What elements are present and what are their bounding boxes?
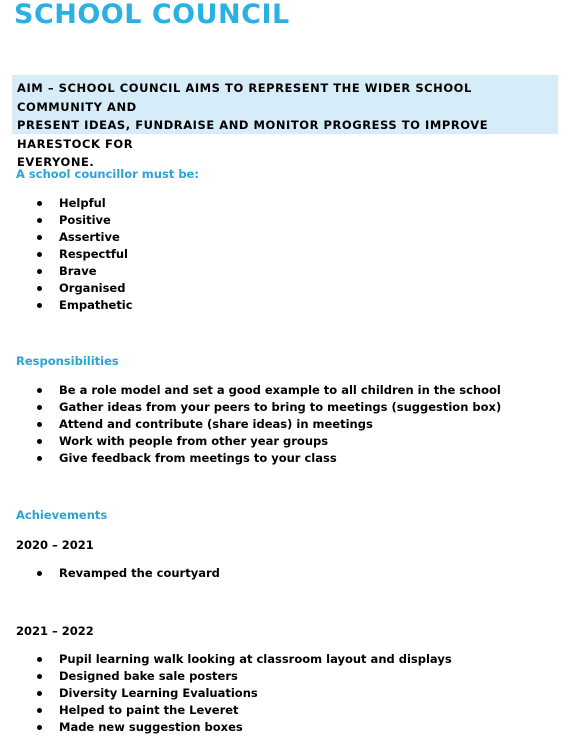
bullet-icon	[37, 286, 42, 291]
bullet-icon	[37, 235, 42, 240]
bullet-icon	[37, 422, 42, 427]
list-item	[0, 565, 220, 582]
list-item	[0, 195, 133, 212]
bullet-icon	[37, 439, 42, 444]
list-item-text: Helped to paint the Leveret	[59, 703, 239, 717]
bullet-icon	[37, 303, 42, 308]
list-item-text: Give feedback from meetings to your class	[59, 451, 337, 465]
aim-line-3: EVERYONE.	[17, 155, 95, 169]
responsibilities-heading: Responsibilities	[16, 354, 119, 368]
list-item-text: Helpful	[59, 196, 106, 210]
list-item-text: Attend and contribute (share ideas) in meetings	[59, 417, 373, 431]
list-item-text: Work with people from other year groups	[59, 434, 329, 448]
list-item	[0, 382, 501, 399]
list-item	[0, 229, 133, 246]
list-item	[0, 685, 452, 702]
achievement-year-2020: 2020 – 2021	[16, 538, 94, 552]
list-item-text: Be a role model and set a good example to all children in the school	[59, 383, 501, 397]
list-item-text: Assertive	[59, 230, 120, 244]
list-item	[0, 668, 452, 685]
bullet-icon	[37, 725, 42, 730]
list-item-text: Positive	[59, 213, 111, 227]
bullet-icon	[37, 691, 42, 696]
list-item	[0, 719, 452, 736]
bullet-icon	[37, 674, 42, 679]
aim-line-2: PRESENT IDEAS, FUNDRAISE AND MONITOR PROGRESS TO IMPROVE HARESTOCK FOR	[17, 118, 489, 151]
list-item-text: Diversity Learning Evaluations	[59, 686, 258, 700]
list-item-text: Pupil learning walk looking at classroom layout and displays	[59, 652, 452, 666]
list-item-text: Gather ideas from your peers to bring to meetings (suggestion box)	[59, 400, 502, 414]
list-item	[0, 450, 501, 467]
list-item	[0, 297, 133, 314]
list-item-text: Revamped the courtyard	[59, 566, 220, 580]
responsibilities-list	[0, 382, 501, 467]
aim-line-1: AIM – SCHOOL COUNCIL AIMS TO REPRESENT THE WIDER SCHOOL COMMUNITY AND	[17, 81, 472, 114]
bullet-icon	[37, 405, 42, 410]
list-item-text: Made new suggestion boxes	[59, 720, 243, 734]
achievements-heading: Achievements	[16, 508, 108, 522]
bullet-icon	[37, 388, 42, 393]
bullet-icon	[37, 269, 42, 274]
list-item	[0, 416, 501, 433]
councillor-heading: A school councillor must be:	[16, 167, 199, 181]
page-title: SCHOOL COUNCIL	[14, 0, 290, 30]
achievements-2021-list	[0, 651, 452, 736]
councillor-qualities-list	[0, 195, 133, 314]
list-item	[0, 399, 501, 416]
list-item-text: Respectful	[59, 247, 128, 261]
list-item-text: Organised	[59, 281, 126, 295]
bullet-icon	[37, 218, 42, 223]
aim-box	[12, 75, 558, 169]
bullet-icon	[37, 571, 42, 576]
list-item	[0, 263, 133, 280]
list-item	[0, 702, 452, 719]
list-item	[0, 280, 133, 297]
list-item	[0, 651, 452, 668]
bullet-icon	[37, 657, 42, 662]
list-item-text: Designed bake sale posters	[59, 669, 238, 683]
bullet-icon	[37, 252, 42, 257]
list-item-text: Brave	[59, 264, 97, 278]
list-item	[0, 433, 501, 450]
bullet-icon	[37, 708, 42, 713]
bullet-icon	[37, 456, 42, 461]
list-item	[0, 246, 133, 263]
achievement-year-2021: 2021 – 2022	[16, 624, 94, 638]
bullet-icon	[37, 201, 42, 206]
list-item	[0, 212, 133, 229]
achievements-2020-list	[0, 565, 220, 582]
list-item-text: Empathetic	[59, 298, 133, 312]
